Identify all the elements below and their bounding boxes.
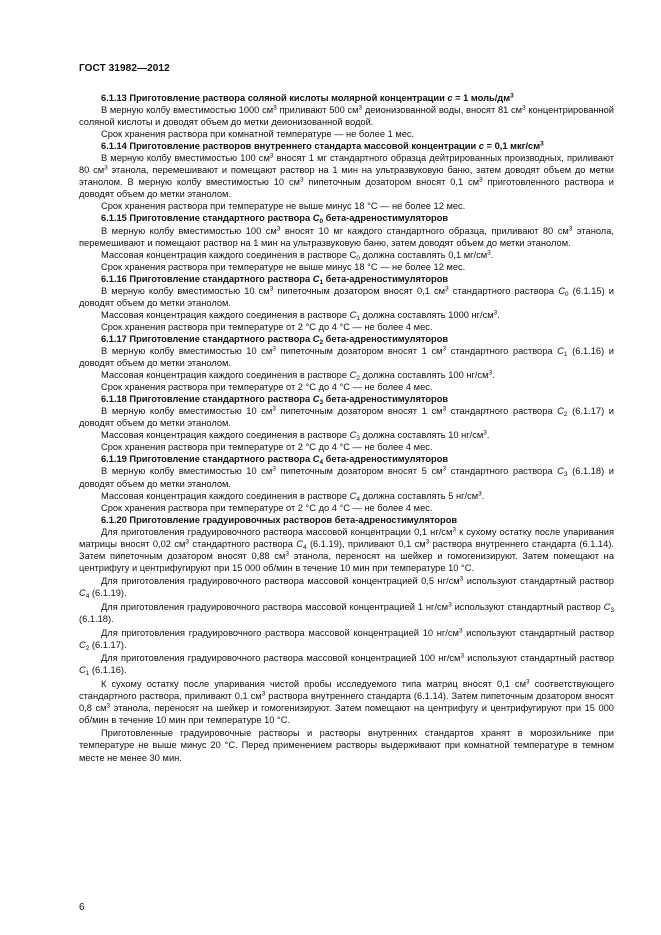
section-heading: 6.1.20 Приготовление градуировочных растворов бета-адреностимуляторов <box>101 514 458 525</box>
paragraph: Срок хранения раствора при температуре от 2 °C до 4 °C — не более 4 мес. <box>101 321 433 332</box>
paragraph: В мерную колбу вместимостью 10 $см^3$ пипеточным дозатором вносят 0,1 $см^3$ стандартного раствора $C_0$ (6.1.15) и доводят объем до метки этанолом. <box>79 285 614 308</box>
paragraph: К сухому остатку после упаривания чистой пробы исследуемого типа матриц вносят 0,1 $см^3$ соответствующего стандартного раствора, приливают 0,1 $см^3$ раствора внутреннего стандарта (6.1.14). Затем пипеточным дозатором вносят 0,8 $см^3$ этанола, переносят на шейкер и гомогенизируют. Затем помещают на центрифугу и центрифугируют при 15 000 об/мин в течение 10 мин при температуре 10 °C. <box>79 678 615 725</box>
paragraph: Срок хранения раствора при комнатной температуре — не более 1 мес. <box>101 129 415 140</box>
paragraph: Массовая концентрация каждого соединения в растворе $C_3$ должна составлять 10 $нг/см^3$. <box>101 429 490 443</box>
paragraph: Для приготовления градуировочного раствора массовой концентрацией 10 $нг/см^3$ используют стандартный раствор $C_2$ (6.1.17). <box>79 627 614 652</box>
paragraph: Для приготовления градуировочного раствора массовой концентрацией 0,5 $нг/см^3$ используют стандартный раствор $C_4$ (6.1.19). <box>79 575 614 601</box>
section-heading: 6.1.15 Приготовление стандартного раствора $C_0$ бета-адреностимуляторов <box>101 213 449 226</box>
paragraph: Для приготовления градуировочного раствора массовой концентрацией 1 $нг/см^3$ используют стандартный раствор $C_3$ (6.1.18). <box>79 601 614 625</box>
section-heading: 6.1.18 Приготовление стандартного раствора $C_3$ бета-адреностимуляторов <box>101 394 449 407</box>
paragraph: Срок хранения раствора при температуре от 2 °C до 4 °C — не более 4 мес. <box>101 502 433 513</box>
section-heading: 6.1.16 Приготовление стандартного раствора $C_1$ бета-адреностимуляторов <box>101 273 449 286</box>
section-heading: 6.1.14 Приготовление растворов внутреннего стандарта массовой концентрации c = 0,1 мкг/$см^3$ <box>101 140 544 152</box>
section-heading: 6.1.13 Приготовление раствора соляной кислоты молярной концентрации c = 1 моль/$дм^3$ <box>101 92 514 103</box>
paragraph: В мерную колбу вместимостью 100 $см^3$ вносят 10 мг каждого стандартного образца, приливают 80 $см^3$ этанола, перемешивают и помещают раствор на 1 мин на ультразвуковую баню, затем доводят объем до метки этанолом. <box>79 225 614 248</box>
paragraph: В мерную колбу вместимостью 10 $см^3$ пипеточным дозатором вносят 5 $см^3$ стандартного раствора $C_3$ (6.1.18) и доводят объем до метки этанолом. <box>79 465 614 489</box>
paragraph: Для приготовления градуировочного раствора массовой концентрацией 100 $нг/см^3$ используют стандартный раствор $C_1$ (6.1.16). <box>79 652 614 678</box>
paragraph: Срок хранения раствора при температуре не выше минус 18 °C — не более 12 мес. <box>101 261 466 272</box>
section-heading: 6.1.19 Приготовление стандартного раствора $C_4$ бета-адреностимуляторов <box>101 454 449 467</box>
paragraph: Массовая концентрация каждого соединения в растворе $C_0$ должна составлять 0,1 $мг/см^3$. <box>101 249 494 262</box>
paragraph: Срок хранения раствора при температуре от 2 °C до 4 °C — не более 4 мес. <box>101 382 433 393</box>
paragraph: Массовая концентрация каждого соединения в растворе $C_2$ должна составлять 100 $нг/см^3$. <box>101 369 495 383</box>
paragraph: Приготовленные градуировочные растворы и растворы внутренних стандартов хранят в морозильнике при температуре не выше минус 20 °C. Перед применением растворы выдерживают при комнатной температуре в темном месте не менее 30 мин. <box>79 728 614 763</box>
page-number: 6 <box>79 902 85 913</box>
paragraph: Массовая концентрация каждого соединения в растворе $C_4$ должна составлять 5 $нг/см^3$. <box>101 490 485 503</box>
document-body <box>79 92 614 764</box>
paragraph: Массовая концентрация каждого соединения в растворе $C_1$ должна составлять 1000 $нг/см^3$. <box>101 309 500 322</box>
paragraph: В мерную колбу вместимостью 10 $см^3$ пипеточным дозатором вносят 1 $см^3$ стандартного раствора $C_1$ (6.1.16) и доводят объем до метки этанолом. <box>79 345 614 369</box>
paragraph: В мерную колбу вместимостью 100 $см^3$ вносят 1 мг стандартного образца дейтрированных производных, приливают 80 $см^3$ этанола, перемешивают и помещают раствор на 1 мин на ультразвуковую баню, затем доводят объем до метки этанолом. В мерную колбу вместимостью 10 $см^3$ пипеточным дозатором вносят 0,1 $см^3$ приготовленного раствора и доводят объем до метки этанолом. <box>79 152 615 200</box>
section-heading: 6.1.17 Приготовление стандартного раствора $C_2$ бета-адреностимуляторов <box>101 333 449 346</box>
paragraph: В мерную колбу вместимостью 10 $см^3$ пипеточным дозатором вносят 1 $см^3$ стандартного раствора $C_2$ (6.1.17) и доводят объем до метки этанолом. <box>79 405 614 429</box>
paragraph: В мерную колбу вместимостью 1000 $см^3$ приливают 500 $см^3$ деионизованной воды, вносят 81 $см^3$ концентрированной соляной кислоты и доводят объем до метки деионизованной водой. <box>79 104 614 128</box>
paragraph: Для приготовления градуировочного раствора массовой концентрации 0,1 $нг/см^3$ к сухому остатку после упаривания матрицы вносят 0,02 $см^3$ стандартного раствора $C_4$ (6.1.19), приливают 0,1 $см^3$ раствора внутреннего стандарта (6.1.14). Затем пипеточным дозатором вносят 0,88 $см^3$ этанола, переносят на шейкер и гомогенизируют. Затем помещают на центрифугу и центрифугируют при 15 000 об/мин в течение 10 мин при температуре 10 °C. <box>79 526 615 573</box>
paragraph: Срок хранения раствора при температуре от 2 °C до 4 °C — не более 4 мес. <box>101 442 433 453</box>
paragraph: Срок хранения раствора при температуре не выше минус 18 °C — не более 12 мес. <box>101 201 466 212</box>
document-header: ГОСТ 31982—2012 <box>79 63 170 74</box>
